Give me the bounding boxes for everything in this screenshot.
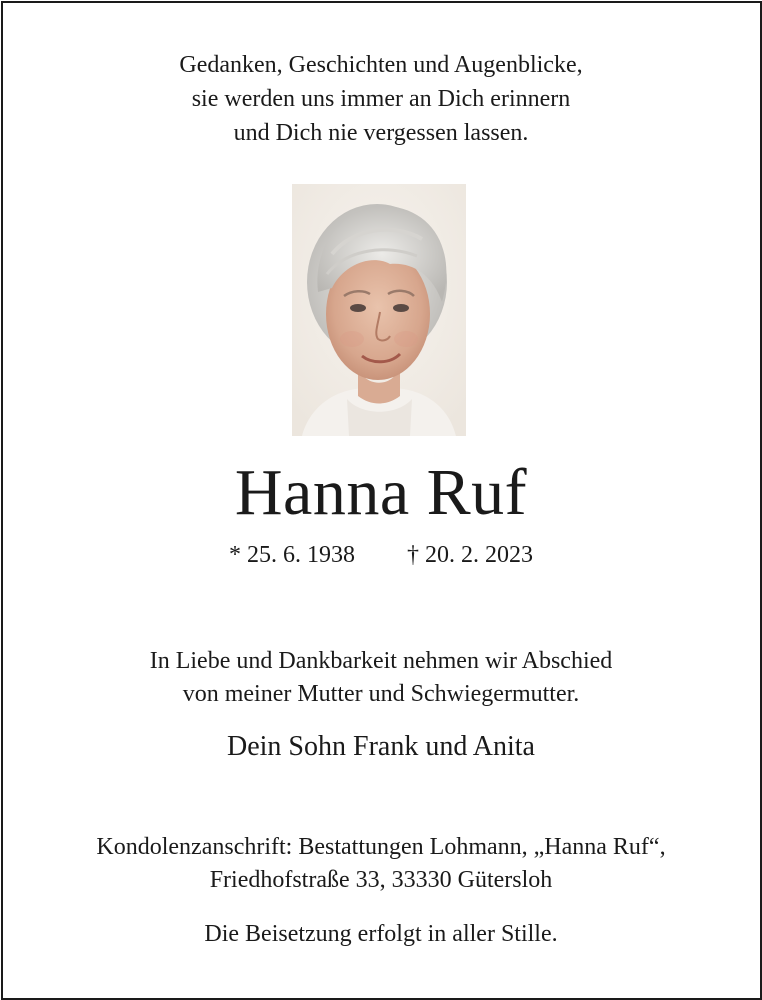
- farewell-line: In Liebe und Dankbarkeit nehmen wir Abschied: [149, 648, 613, 674]
- portrait-image: [292, 184, 466, 436]
- farewell-line: von meiner Mutter und Schwiegermutter.: [182, 681, 580, 707]
- mourners-signature: Dein Sohn Frank und Anita: [227, 731, 535, 762]
- condolence-line: Kondolenzanschrift: Bestattungen Lohmann, „Hanna Ruf“,: [96, 834, 666, 860]
- farewell-text: [0, 645, 762, 711]
- verse-line: sie werden uns immer an Dich erinnern: [191, 86, 571, 112]
- verse-line: Gedanken, Geschichten und Augenblicke,: [179, 52, 583, 78]
- deceased-name: Hanna Ruf: [234, 456, 528, 529]
- verse-line: und Dich nie vergessen lassen.: [233, 120, 529, 146]
- condolence-line: Friedhofstraße 33, 33330 Gütersloh: [209, 867, 553, 893]
- birth-date: * 25. 6. 1938: [229, 542, 355, 568]
- memorial-verse: [0, 48, 762, 150]
- death-date: † 20. 2. 2023: [407, 542, 533, 568]
- portrait-photo: [292, 184, 466, 436]
- burial-note: Die Beisetzung erfolgt in aller Stille.: [204, 921, 558, 947]
- life-dates: [0, 539, 762, 571]
- condolence-address: [0, 831, 762, 897]
